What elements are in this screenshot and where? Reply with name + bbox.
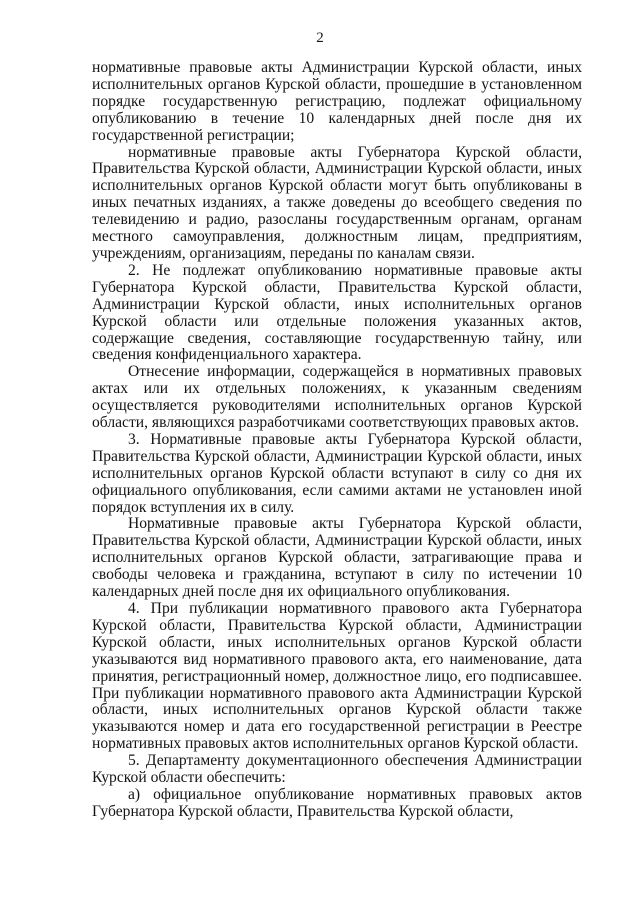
paragraph-5: 3. Нормативные правовые акты Губернатора Курской области, Правительства Курской области, Администрации Курской области, иных исполнительных органов Курской области вступают в силу со дня их официального опубликования, если самими актами не установлен иной порядок вступления их в силу. bbox=[92, 430, 582, 516]
page-number: 2 bbox=[316, 30, 324, 46]
paragraph-9: а) официальное опубликование нормативных правовых актов Губернатора Курской области, Правительства Курской области, bbox=[92, 785, 582, 820]
paragraph-1: нормативные правовые акты Администрации Курской области, иных исполнительных органов Курской области, прошедшие в установленном порядке государственную регистрацию, подлежат официальному опубликованию в течение 10 календарных дней после дня их государственной регистрации; bbox=[92, 59, 582, 144]
document-body bbox=[92, 60, 582, 821]
paragraph-4: Отнесение информации, содержащейся в нормативных правовых актах или их отдельных положениях, к указанным сведениям осуществляется руководителями исполнительных органов Курской области, являющихся разработчиками соответствующих правовых актов. bbox=[92, 363, 582, 432]
paragraph-3: 2. Не подлежат опубликованию нормативные правовые акты Губернатора Курской области, Правительства Курской области, Администрации Курской области, иных исполнительных органов Курской области или отдельные положения указанных актов, содержащие сведения, составляющие государственную тайну, или сведения конфиденциального характера. bbox=[92, 261, 582, 364]
paragraph-8: 5. Департаменту документационного обеспечения Администрации Курской области обеспечить: bbox=[92, 752, 582, 787]
paragraph-7: 4. При публикации нормативного правового акта Губернатора Курской области, Правительства Курской области, Администрации Курской области, иных исполнительных органов Курской области указываются вид нормативного правового акта, его наименование, дата принятия, регистрационный номер, должностное лицо, его подписавшее. При публикации нормативного правового акта Администрации Курской области, иных исполнительных органов Курской области также указываются номер и дата его государственной регистрации в Реестре нормативных правовых актов исполнительных органов Курской области. bbox=[92, 600, 582, 753]
paragraph-2: нормативные правовые акты Губернатора Курской области, Правительства Курской области, Администрации Курской области, иных исполнительных органов Курской области могут быть опубликованы в иных печатных изданиях, а также доведены до всеобщего сведения по телевидению и радио, разосланы государственным органам, органам местного самоуправления, должностным лицам, предприятиям, учреждениям, организациям, переданы по каналам связи. bbox=[92, 143, 582, 262]
paragraph-6: Нормативные правовые акты Губернатора Курской области, Правительства Курской области, Администрации Курской области, иных исполнительных органов Курской области, затрагивающие права и свободы человека и гражданина, вступают в силу по истечении 10 календарных дней после дня их официального опубликования. bbox=[92, 515, 582, 601]
